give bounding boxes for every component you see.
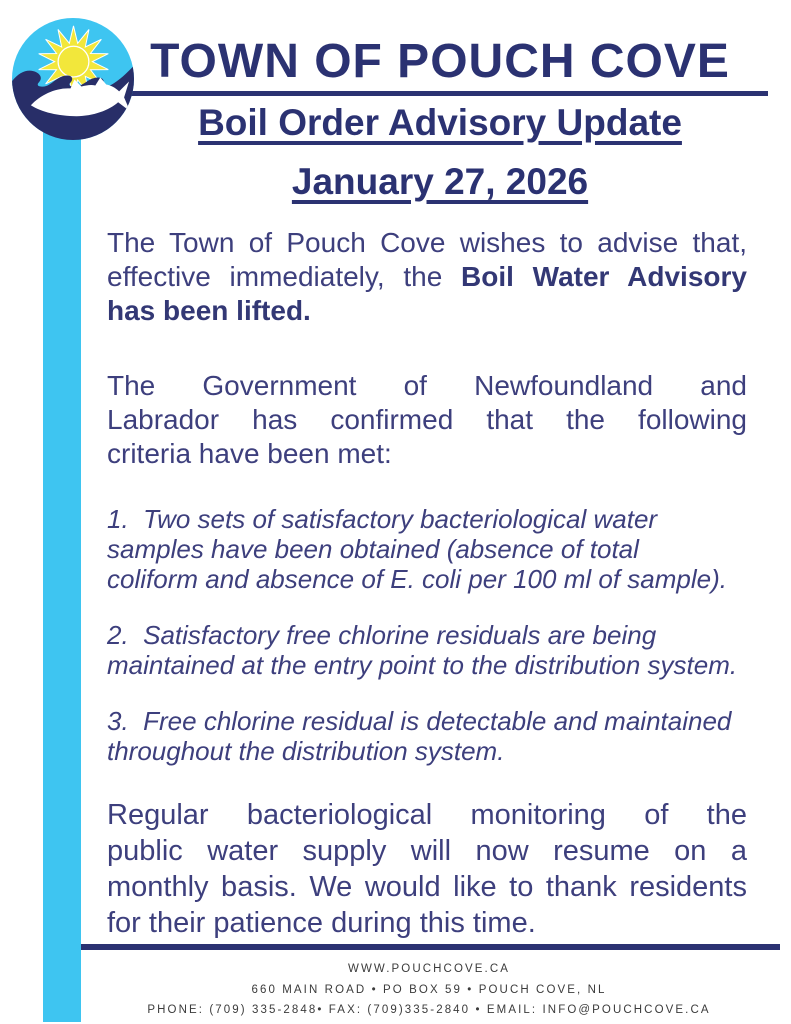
- paragraph-advisory-lifted: [107, 226, 747, 328]
- text-regular: effective immediately, the: [107, 261, 462, 292]
- text-line: has been lifted.: [107, 295, 311, 326]
- text-line: coliform and absence of E. coli per 100 ml of sample).: [107, 564, 727, 594]
- notice-body: [107, 226, 747, 941]
- text-line: public water supply will now resume on a: [107, 835, 747, 867]
- page-title: TOWN OF POUCH COVE: [150, 35, 730, 88]
- text-line: maintained at the entry point to the distribution system.: [107, 650, 738, 680]
- text-line: 3. Free chlorine residual is detectable and maintained: [107, 706, 732, 736]
- paragraph-government-confirmation: [107, 369, 747, 471]
- list-item-2: [107, 620, 747, 680]
- text-line: samples have been obtained (absence of total: [107, 534, 639, 564]
- text-bold: Boil Water Advisory: [461, 261, 747, 292]
- town-of-pouch-cove-logo: [11, 17, 135, 141]
- footer-website: WWW.POUCHCOVE.CA: [347, 963, 510, 975]
- text-line: The Town of Pouch Cove wishes to advise that,: [107, 227, 747, 258]
- notice-subtitle: Boil Order Advisory Update: [198, 102, 682, 143]
- text-line: Regular bacteriological monitoring of the: [107, 799, 747, 831]
- sun-center: [58, 46, 89, 77]
- text-line: 1. Two sets of satisfactory bacteriological water: [107, 504, 658, 534]
- notice-date: January 27, 2026: [291, 161, 589, 202]
- text-line: criteria have been met:: [107, 438, 392, 469]
- text-line: monthly basis. We would like to thank residents: [107, 871, 747, 903]
- footer-divider: [78, 944, 780, 950]
- footer-address: 660 MAIN ROAD • PO BOX 59 • POUCH COVE, NL: [251, 983, 607, 996]
- footer: [78, 959, 780, 1021]
- paragraph-monitoring-resume: [107, 797, 747, 941]
- left-accent-bar: [43, 108, 81, 1022]
- logo-crest-icon: [11, 17, 135, 141]
- list-item-3: [107, 706, 747, 766]
- text-line: 2. Satisfactory free chlorine residuals are being: [107, 620, 657, 650]
- text-line: Labrador has confirmed that the following: [107, 404, 747, 435]
- list-item-1: [107, 504, 747, 594]
- text-line: The Government of Newfoundland and: [107, 370, 747, 401]
- footer-contact: PHONE: (709) 335-2848• FAX: (709)335-2840 • EMAIL: INFO@POUCHCOVE.CA: [147, 1004, 711, 1016]
- text-line: for their patience during this time.: [107, 907, 536, 939]
- text-line: throughout the distribution system.: [107, 736, 505, 766]
- header-divider: [127, 91, 768, 96]
- text-line: [107, 260, 747, 294]
